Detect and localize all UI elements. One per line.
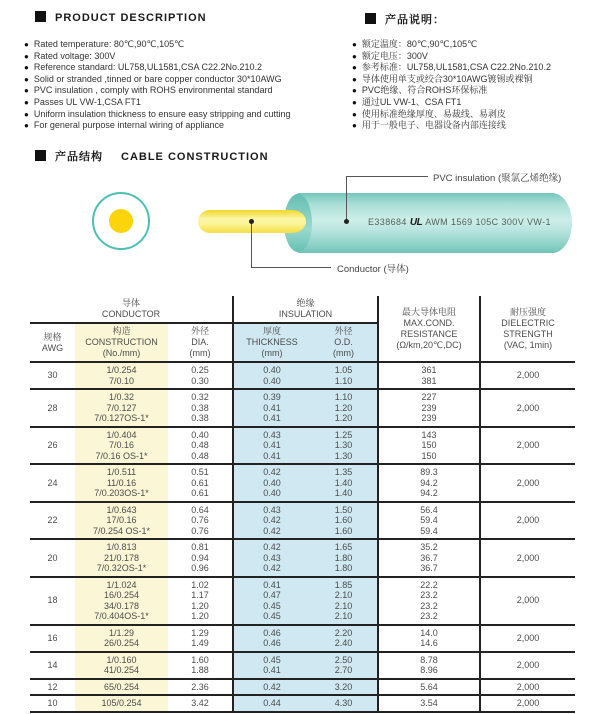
product-description-item <box>24 74 290 86</box>
dot-bullet-icon: ● <box>24 86 29 96</box>
ul-logo-icon: UL <box>409 217 423 228</box>
cell-awg: 10 <box>30 695 75 712</box>
cell-od: 4.30 <box>310 695 378 712</box>
insulation-leader-line-v <box>346 176 347 221</box>
cell-thickness: 0.42 0.43 0.42 <box>233 539 310 577</box>
product-description-item <box>24 62 290 74</box>
dot-bullet-icon: ● <box>24 63 29 73</box>
cell-dia: 0.64 0.76 0.76 <box>168 502 233 540</box>
dot-bullet-icon: ● <box>24 51 29 61</box>
cell-thickness: 0.41 0.47 0.45 0.45 <box>233 577 310 625</box>
product-notes-item <box>352 85 551 97</box>
cell-thickness: 0.46 0.46 <box>233 625 310 652</box>
cell-dielectric: 2,000 <box>480 695 575 712</box>
square-bullet-icon <box>35 11 46 22</box>
header-col-dia: 外径 DIA. (mm) <box>168 323 233 362</box>
cell-dia: 0.32 0.38 0.38 <box>168 389 233 427</box>
product-description-item <box>24 85 290 97</box>
cell-od: 1.10 1.20 1.20 <box>310 389 378 427</box>
cell-thickness: 0.40 0.40 <box>233 362 310 389</box>
cell-awg: 30 <box>30 362 75 389</box>
product-description-item <box>24 120 290 132</box>
square-bullet-icon <box>35 150 46 161</box>
cell-awg: 12 <box>30 679 75 696</box>
cell-resistance: 22.2 23.2 23.2 23.2 <box>378 577 480 625</box>
cable-construction-title-en: CABLE CONSTRUCTION <box>121 151 269 163</box>
dot-bullet-icon: ● <box>352 74 357 84</box>
product-notes-title <box>365 11 445 27</box>
header-group-insulation: 绝缘 INSULATION <box>233 296 378 323</box>
cell-resistance: 89.3 94.2 94.2 <box>378 464 480 502</box>
cell-dia: 3.42 <box>168 695 233 712</box>
product-notes-item-text: 通过UL VW-1、CSA FT1 <box>361 96 462 107</box>
product-notes-title-text: 产品说明： <box>385 14 445 26</box>
dot-bullet-icon: ● <box>352 51 357 61</box>
cell-thickness: 0.42 0.40 0.40 <box>233 464 310 502</box>
spec-row-awg-10 <box>30 695 575 712</box>
cell-resistance: 143 150 150 <box>378 427 480 465</box>
cell-dielectric: 2,000 <box>480 539 575 577</box>
dot-bullet-icon: ● <box>352 63 357 73</box>
cell-od: 1.50 1.60 1.60 <box>310 502 378 540</box>
product-description-item-text: For general purpose internal wiring of appliance <box>33 120 224 131</box>
header-col-dielectric: 耐压强度 DIELECTRIC STRENGTH (VAC, 1min) <box>480 296 575 362</box>
spec-row-awg-30 <box>30 362 575 389</box>
dot-bullet-icon: ● <box>352 97 357 107</box>
product-notes-item <box>352 109 551 121</box>
cell-construction: 1/0.160 41/0.254 <box>75 652 168 679</box>
insulation-leader-line-h <box>346 176 428 177</box>
product-description-item-text: Reference standard: UL758,UL1581,CSA C22.2No.210.2 <box>33 62 262 73</box>
product-description-title <box>35 11 207 24</box>
cell-awg: 16 <box>30 625 75 652</box>
cell-construction: 1/1.29 26/0.254 <box>75 625 168 652</box>
product-notes-item-text: 参考标准：UL758,UL1581,CSA C22.2No.210.2 <box>361 62 551 73</box>
cell-od: 1.05 1.10 <box>310 362 378 389</box>
product-description-item-text: Solid or stranded ,tinned or bare copper conductor 30*10AWG <box>33 73 282 84</box>
dot-bullet-icon: ● <box>24 74 29 84</box>
cell-thickness: 0.43 0.41 0.41 <box>233 427 310 465</box>
cell-construction: 1/0.511 11/0.16 7/0.203OS-1* <box>75 464 168 502</box>
cell-construction: 65/0.254 <box>75 679 168 696</box>
cell-od: 2.50 2.70 <box>310 652 378 679</box>
cell-dielectric: 2,000 <box>480 427 575 465</box>
product-description-item-text: Rated voltage: 300V <box>33 50 116 61</box>
cell-resistance: 5.64 <box>378 679 480 696</box>
header-col-thickness: 厚度 THICKNESS (mm) <box>233 323 310 362</box>
dot-bullet-icon: ● <box>24 40 29 49</box>
square-bullet-icon <box>365 13 376 24</box>
cable-marking-rating: AWM 1569 105C 300V VW-1 <box>425 217 551 227</box>
cell-thickness: 0.43 0.42 0.42 <box>233 502 310 540</box>
cell-dia: 2.36 <box>168 679 233 696</box>
cell-resistance: 8.78 8.96 <box>378 652 480 679</box>
cell-construction: 105/0.254 <box>75 695 168 712</box>
spec-row-awg-28 <box>30 389 575 427</box>
product-description-list <box>24 39 290 132</box>
cell-dielectric: 2,000 <box>480 577 575 625</box>
spec-row-awg-18 <box>30 577 575 625</box>
cell-dia: 0.81 0.94 0.96 <box>168 539 233 577</box>
cell-dielectric: 2,000 <box>480 389 575 427</box>
product-notes-item-text: 额定温度：80℃,90℃,105℃ <box>361 39 478 49</box>
product-description-item-text: Passes UL VW-1,CSA FT1 <box>33 96 141 107</box>
spec-row-awg-26 <box>30 427 575 465</box>
product-notes-item <box>352 120 551 132</box>
dot-bullet-icon: ● <box>352 86 357 96</box>
product-description-item <box>24 97 290 109</box>
cell-awg: 26 <box>30 427 75 465</box>
cell-dia: 1.29 1.49 <box>168 625 233 652</box>
product-notes-item <box>352 97 551 109</box>
product-description-item-text: Uniform insulation thickness to ensure easy stripping and cutting <box>33 108 291 119</box>
cell-construction: 1/0.32 7/0.127 7/0.127OS-1* <box>75 389 168 427</box>
cable-cross-section <box>92 192 150 250</box>
cell-resistance: 56.4 59.4 59.4 <box>378 502 480 540</box>
spec-row-awg-14 <box>30 652 575 679</box>
cell-thickness: 0.44 <box>233 695 310 712</box>
cell-construction: 1/0.404 7/0.16 7/0.16 OS-1* <box>75 427 168 465</box>
product-notes-item <box>352 62 551 74</box>
cell-thickness: 0.39 0.41 0.41 <box>233 389 310 427</box>
cable-construction-title <box>35 148 269 164</box>
specification-table <box>30 296 575 713</box>
cell-awg: 24 <box>30 464 75 502</box>
cell-construction: 1/0.254 7/0.10 <box>75 362 168 389</box>
dot-bullet-icon: ● <box>352 109 357 119</box>
cell-awg: 14 <box>30 652 75 679</box>
spec-row-awg-24 <box>30 464 575 502</box>
cell-resistance: 227 239 239 <box>378 389 480 427</box>
dot-bullet-icon: ● <box>24 97 29 107</box>
cell-awg: 22 <box>30 502 75 540</box>
cell-construction: 1/1.024 16/0.254 34/0.178 7/0.404OS-1* <box>75 577 168 625</box>
cell-dia: 0.51 0.61 0.61 <box>168 464 233 502</box>
header-col-awg: 规格 AWG <box>30 323 75 362</box>
cell-resistance: 361 381 <box>378 362 480 389</box>
cell-awg: 18 <box>30 577 75 625</box>
cell-dielectric: 2,000 <box>480 625 575 652</box>
cell-dia: 1.60 1.88 <box>168 652 233 679</box>
cell-od: 3.20 <box>310 679 378 696</box>
cell-dia: 0.25 0.30 <box>168 362 233 389</box>
conductor-leader-line-h <box>251 267 331 268</box>
conductor-leader-line-v <box>251 222 252 268</box>
cable-construction-title-cn: 产品结构 <box>55 151 103 163</box>
product-description-item <box>24 109 290 121</box>
insulation-label: PVC insulation (聚氯乙烯绝缘) <box>433 173 562 184</box>
spec-row-awg-12 <box>30 679 575 696</box>
conductor-label: Conductor (导体) <box>337 264 409 275</box>
cell-thickness: 0.45 0.41 <box>233 652 310 679</box>
dot-bullet-icon: ● <box>352 40 357 49</box>
spec-row-awg-16 <box>30 625 575 652</box>
cell-construction: 1/0.813 21/0.178 7/0.32OS-1* <box>75 539 168 577</box>
product-notes-item-text: 使用标准绝缘厚度、易裁线、易剥皮 <box>361 108 506 119</box>
cell-dia: 0.40 0.48 0.48 <box>168 427 233 465</box>
cell-awg: 28 <box>30 389 75 427</box>
cell-dielectric: 2,000 <box>480 502 575 540</box>
conductor-core-circle <box>109 209 133 233</box>
conductor-leader-dot <box>249 219 254 224</box>
dot-bullet-icon: ● <box>24 121 29 131</box>
header-col-construction: 构造 CONSTRUCTION (No./mm) <box>75 323 168 362</box>
product-notes-item-text: PVC绝缘、符合ROHS环保标准 <box>361 85 488 96</box>
product-description-item-text: Rated temperature: 80℃,90℃,105℃ <box>33 39 185 49</box>
dot-bullet-icon: ● <box>352 121 357 131</box>
cable-marking-text <box>368 217 568 228</box>
header-group-conductor: 导体 CONDUCTOR <box>30 296 233 323</box>
product-notes-item-text: 导体使用单支或绞合30*10AWG镀锡或裸铜 <box>361 73 533 84</box>
cell-awg: 20 <box>30 539 75 577</box>
cell-construction: 1/0.643 17/0.16 7/0.254 OS-1* <box>75 502 168 540</box>
product-notes-list <box>352 39 551 132</box>
cell-od: 2.20 2.40 <box>310 625 378 652</box>
cell-resistance: 35.2 36.7 36.7 <box>378 539 480 577</box>
cell-dia: 1.02 1.17 1.20 1.20 <box>168 577 233 625</box>
cell-dielectric: 2,000 <box>480 679 575 696</box>
cable-marking-ul-number: E338684 <box>368 217 407 227</box>
cell-dielectric: 2,000 <box>480 464 575 502</box>
spec-row-awg-20 <box>30 539 575 577</box>
product-description-title-text: PRODUCT DESCRIPTION <box>55 12 207 24</box>
header-col-od: 外径 O.D. (mm) <box>310 323 378 362</box>
cell-thickness: 0.42 <box>233 679 310 696</box>
header-col-resistance: 最大导体电阻 MAX.COND. RESISTANCE (Ω/km,20℃,DC) <box>378 296 480 362</box>
dot-bullet-icon: ● <box>24 109 29 119</box>
cell-od: 1.85 2.10 2.10 2.10 <box>310 577 378 625</box>
spec-row-awg-22 <box>30 502 575 540</box>
product-notes-item-text: 额定电压：300V <box>361 50 428 61</box>
cell-od: 1.35 1.40 1.40 <box>310 464 378 502</box>
product-description-item <box>24 39 290 51</box>
cell-od: 1.25 1.30 1.30 <box>310 427 378 465</box>
product-description-item <box>24 51 290 63</box>
insulation-leader-dot <box>344 219 349 224</box>
product-notes-item-text: 用于一般电子、电器设备内部连接线 <box>361 120 506 131</box>
product-notes-item <box>352 51 551 63</box>
cell-resistance: 14.0 14.6 <box>378 625 480 652</box>
product-description-item-text: PVC insulation , comply with ROHS environmental standard <box>33 85 273 96</box>
cell-resistance: 3.54 <box>378 695 480 712</box>
product-notes-item <box>352 74 551 86</box>
cell-dielectric: 2,000 <box>480 652 575 679</box>
product-notes-item <box>352 39 551 51</box>
cell-od: 1.65 1.80 1.80 <box>310 539 378 577</box>
cell-dielectric: 2,000 <box>480 362 575 389</box>
